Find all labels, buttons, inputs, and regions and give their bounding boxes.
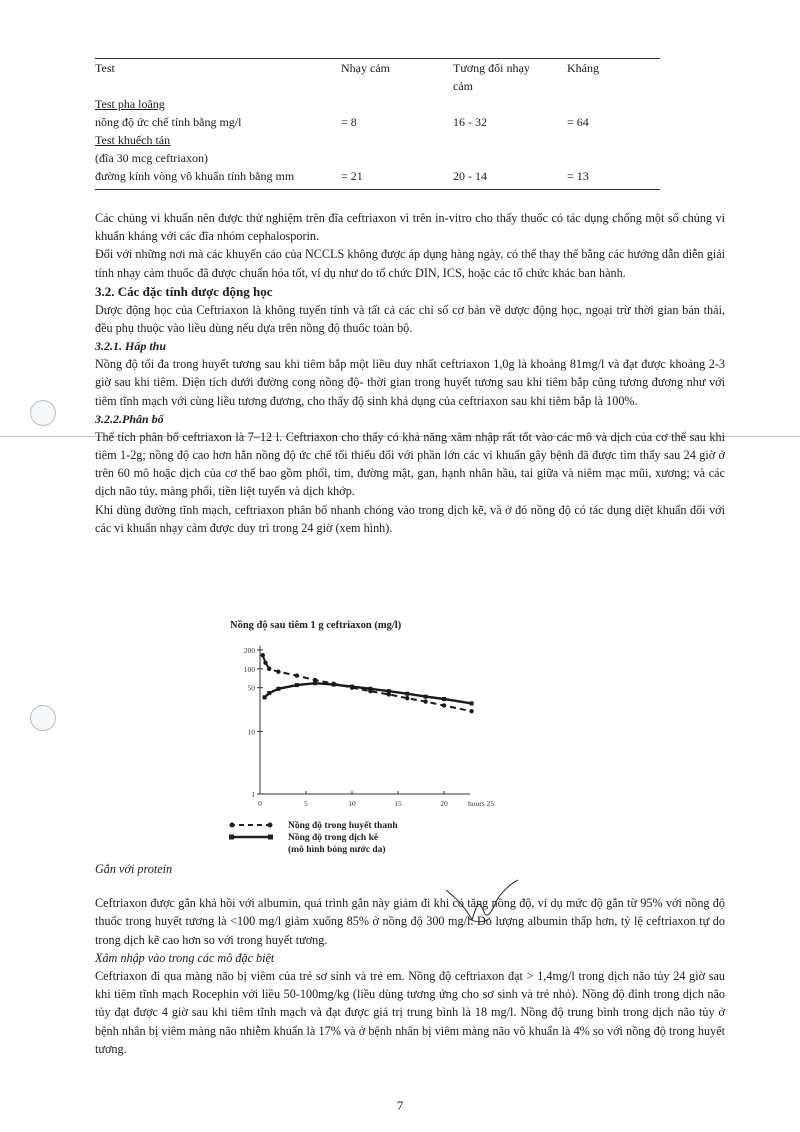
section-heading-3-2-1: 3.2.1. Hấp thu xyxy=(95,339,167,354)
serum-point xyxy=(267,667,271,671)
x-tick-label: 15 xyxy=(394,799,402,808)
serum-point xyxy=(469,709,473,713)
legend-serum-label: Nồng độ trong huyết thanh xyxy=(288,821,398,831)
chart-legend xyxy=(229,820,398,855)
paragraph: Khi dùng đường tĩnh mạch, ceftriaxon phân bố nhanh chóng vào trong dịch kẽ, và ở đó nồng độ có tác dụng diệt khuẩn đối với các vi khuẩn nhạy cảm được duy trì trong 24 giờ (xem hình). xyxy=(95,502,725,535)
y-tick-label: 1 xyxy=(251,790,255,799)
table-header-row xyxy=(95,59,660,95)
tissue-penetration-heading: Xâm nhập vào trong các mô đặc biệt xyxy=(95,950,275,965)
binder-hole xyxy=(30,705,56,731)
legend-interstitial-label: Nồng độ trong dịch kẽ xyxy=(288,833,379,843)
cell-sensitive: = 8 xyxy=(341,115,357,129)
table-row xyxy=(95,95,660,113)
paragraph: Các chủng vi khuẩn nên được thử nghiệm trên đĩa ceftriaxon vì trên in-vitro cho thấy thuốc có tác dụng chống một số chủng vi khuẩn kháng với các đĩa nhóm cephalosporin. xyxy=(95,211,725,244)
row-label: (đĩa 30 mcg ceftriaxon) xyxy=(95,151,208,165)
interstitial-point xyxy=(470,701,474,705)
chart-axes xyxy=(244,646,494,808)
table-row xyxy=(95,149,660,167)
section-heading-3-2: 3.2. Các đặc tính dược động học xyxy=(95,283,273,299)
cell-sensitive: = 21 xyxy=(341,169,363,183)
interstitial-point xyxy=(424,695,428,699)
row-label: đường kính vòng vô khuẩn tính bằng mm xyxy=(95,169,295,183)
x-axis-label: hours 25 xyxy=(467,799,494,808)
chart-title: Nồng độ sau tiêm 1 g ceftriaxon (mg/l) xyxy=(230,620,402,631)
paragraph: Ceftriaxon được gắn khả hồi với albumin, quá trình gắn này giảm đi khi có tăng nồng độ, ví dụ mức độ gắn từ 95% với nồng độ thuốc trong huyết tương là <100 mg/l giảm xuống 85% ở nồng độ 300 mg/l. Do lượng albumin thấp hơn, tỷ lệ ceftriaxon tự do trong dịch kẽ cao hơn so với trong huyết tương. xyxy=(95,896,725,947)
x-tick-label: 0 xyxy=(258,799,262,808)
paragraph: Dược động học của Ceftriaxon là không tuyến tính và tất cả các chỉ số cơ bản về dược động học, ngoại trừ thời gian bán thải, đều phụ thuộc vào liều dùng nếu dựa trên nồng độ thuốc toàn bộ. xyxy=(95,302,725,336)
paragraph: Ceftriaxon đi qua màng não bị viêm của trẻ sơ sinh và trẻ em. Nồng độ ceftriaxon đạt > 1,4mg/l trong dịch não tủy 24 giờ sau khi tiêm tĩnh mạch Rocephin với liều 50-100mg/kg (liều dùng tương ứng cho sơ sinh và trẻ nhỏ). Nồng độ đỉnh trong dịch não tủy đạt được 4 giờ sau khi tiêm tĩnh mạch và đạt được giá trị trung bình là 18 mg/l. Nồng độ trung bình trong dịch não tủy ở bệnh nhân bị viêm màng não nhiễm khuẩn là 17% và ở bệnh nhân bị viêm màng não vô khuẩn là 4% so với nồng độ trong huyết tương. xyxy=(95,969,725,1056)
interstitial-point xyxy=(350,685,354,689)
binder-hole xyxy=(30,400,56,426)
paragraph: Thể tích phân bố ceftriaxon là 7–12 l. Ceftriaxon cho thấy có khả năng xâm nhập rất tốt vào các mô và dịch của cơ thể sau khi tiêm 1-2g; nồng độ cao hơn hẳn nồng độ ức chế tối thiểu đối với phần lớn các vi khuẩn gây bệnh đã được tìm thấy sau 24 giờ ở trên 60 mô hoặc dịch của cơ thể bao gồm phổi, tim, đường mật, gan, hạnh nhân hầu, tai giữa và niêm mạc mũi, xương; và các dịch não tủy, màng phổi, tiền liệt tuyến và dịch khớp. xyxy=(95,429,725,499)
cell-resistant: = 13 xyxy=(567,169,589,183)
serum-point xyxy=(276,670,280,674)
serum-point xyxy=(405,696,409,700)
cell-resistant: = 64 xyxy=(567,115,589,129)
row-label: nồng độ ức chế tính bằng mg/l xyxy=(95,115,242,129)
header-test: Test xyxy=(95,61,115,75)
body-section-2 xyxy=(95,860,725,1058)
table-row xyxy=(95,167,660,185)
cell-intermediate: 16 - 32 xyxy=(453,115,487,129)
section-heading-3-2-2: 3.2.2.Phân bố xyxy=(95,411,164,426)
interstitial-point xyxy=(387,689,391,693)
serum-point xyxy=(442,703,446,707)
header-sensitive: Nhạy cảm xyxy=(341,61,390,75)
table-row xyxy=(95,113,660,131)
body-section-1 xyxy=(95,209,725,537)
legend-model-label: (mô hình bóng nước da) xyxy=(288,845,386,855)
serum-line xyxy=(263,655,472,711)
paragraph: Đối với những nơi mà các khuyến cáo của NCCLS không được áp dụng hàng ngày, có thể thay thế bằng các hướng dẫn diễn giải tính nhạy cảm thuốc đã được chuẩn hóa tốt, ví dụ như do tổ chức DIN, ICS, hoặc các tổ chức khác ban hành. xyxy=(95,247,725,280)
legend-interstitial-swatch xyxy=(229,835,273,840)
table-bottom-rule xyxy=(95,189,660,190)
row-label: Test khuếch tán xyxy=(95,133,171,147)
chart-series xyxy=(261,653,474,713)
interstitial-point xyxy=(332,683,336,687)
concentration-chart xyxy=(210,612,530,862)
interstitial-point xyxy=(263,695,267,699)
serum-point xyxy=(295,673,299,677)
header-resistant: Kháng xyxy=(567,61,599,75)
cell-intermediate: 20 - 14 xyxy=(453,169,487,183)
y-tick-label: 50 xyxy=(247,683,255,693)
handwritten-signature xyxy=(438,878,528,938)
y-tick-label: 10 xyxy=(247,727,255,737)
y-tick-label: 200 xyxy=(243,646,255,655)
row-label: Test pha loãng xyxy=(95,97,165,111)
interstitial-point xyxy=(442,697,446,701)
interstitial-point xyxy=(295,683,299,687)
interstitial-point xyxy=(276,687,280,691)
header-intermediate: Tương đối nhạy cảm xyxy=(453,61,530,93)
serum-point xyxy=(263,661,267,665)
interstitial-point xyxy=(368,687,372,691)
table-row xyxy=(95,131,660,149)
interstitial-point xyxy=(267,691,271,695)
serum-point xyxy=(423,699,427,703)
interstitial-point xyxy=(405,692,409,696)
y-tick-label: 100 xyxy=(243,664,255,674)
page-number: 7 xyxy=(396,1098,404,1113)
interstitial-point xyxy=(313,681,317,685)
x-tick-label: 20 xyxy=(440,799,448,808)
legend-serum-swatch xyxy=(230,823,273,828)
x-tick-label: 10 xyxy=(348,799,356,808)
protein-binding-heading: Gắn với protein xyxy=(95,862,173,876)
x-tick-label: 5 xyxy=(304,799,308,808)
paragraph: Nồng độ tối đa trong huyết tương sau khi tiêm bắp một liều duy nhất ceftriaxon 1,0g là khoảng 81mg/l và đạt được khoảng 2-3 giờ sau khi tiêm. Diện tích dưới đường cong nồng độ- thời gian trong huyết tương sau khi tiêm bắp cũng tương đương như với tiêm tĩnh mạch với cùng liều tương đương, cho thấy độ sinh khả dụng của ceftriaxon sau khi tiêm bắp là 100%. xyxy=(95,357,725,408)
susceptibility-table xyxy=(95,58,660,190)
serum-point xyxy=(261,653,265,657)
